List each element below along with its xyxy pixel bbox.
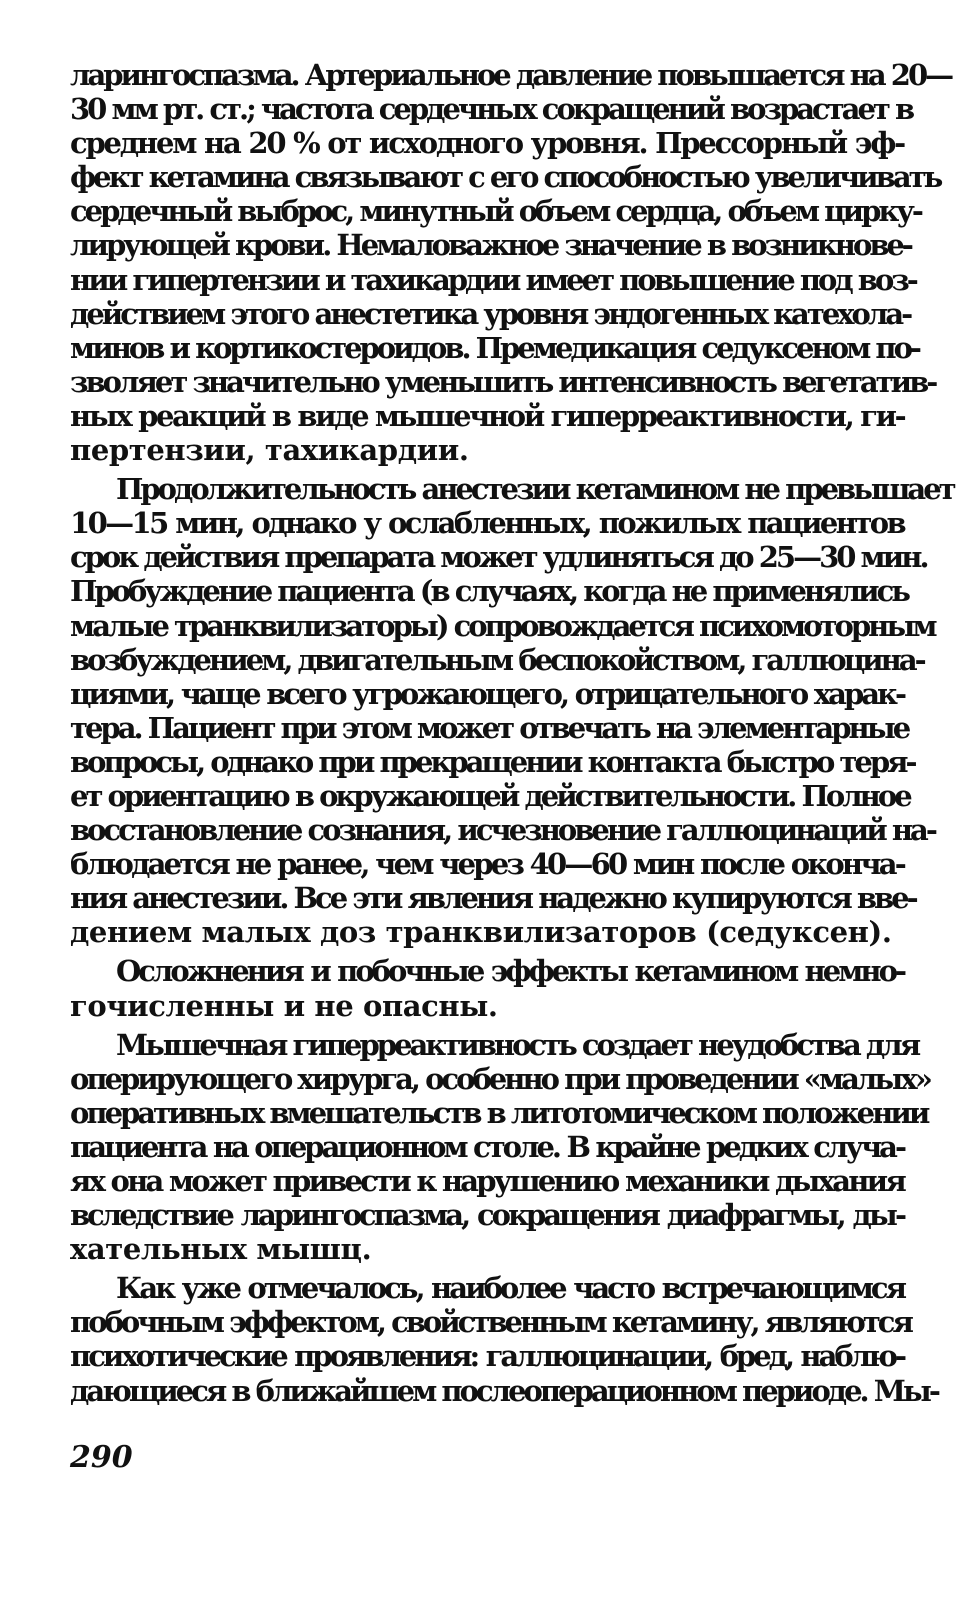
paragraph — [70, 954, 904, 1022]
text-line: ях она может привести к нарушению механики дыхания — [70, 1164, 904, 1198]
text-line: восстановление сознания, исчезновение галлюцинаций на- — [70, 813, 935, 848]
text-line: ных реакций в виде мышечной гиперреактивности, ги- — [70, 398, 905, 433]
text-line: хательных мышц. — [70, 1232, 372, 1267]
text-line: циями, чаще всего угрожающего, отрицательного харак- — [70, 676, 904, 711]
bold-term: Осложнения и побочные эффекты — [116, 954, 627, 989]
page-body — [70, 58, 954, 1408]
text-line: Как уже отмечалось, наиболее часто встречающимся — [116, 1271, 904, 1306]
text-line: блюдается не ранее, чем через 40—60 мин после оконча- — [70, 847, 904, 882]
text-line: зволяет значительно уменьшить интенсивность вегетатив- — [70, 364, 936, 399]
text-line: малые транквилизаторы) сопровождается психомоторным — [70, 608, 935, 643]
page-number: 290 — [70, 1440, 133, 1475]
text-line: психотические проявления: галлюцинации, бред, наблю- — [70, 1339, 904, 1374]
text-line: Продолжительность анестезии кетамином не превышает — [116, 472, 954, 507]
text-line: оперирующего хирурга, особенно при проведении «малых» — [70, 1061, 930, 1096]
text-line: пертензии, тахикардии. — [70, 433, 469, 468]
text-line: Мышечная гиперреактивность создает неудобства для — [116, 1027, 919, 1062]
text-line: нии гипертензии и тахикардии имеет повышение под воз- — [70, 262, 916, 297]
text-line: лирующей крови. Немаловажное значение в возникнове- — [70, 228, 911, 263]
paragraph — [70, 472, 954, 950]
text-line: 30 мм рт. ст.; частота сердечных сокращений возрастает в — [70, 92, 913, 127]
paragraph — [70, 1271, 938, 1408]
text-line: гочисленны и не опасны. — [70, 988, 498, 1023]
text-line: фект кетамина связывают с его способностью увеличивать — [70, 160, 941, 195]
text-line: ларингоспазма. Артериальное давление повышается на 20— — [70, 58, 952, 92]
text-line: вопросы, однако при прекращении контакта быстро теря- — [70, 744, 915, 779]
text-line: ет ориентацию в окружающей действительности. Полное — [70, 778, 910, 813]
text-line: дающиеся в ближайшем послеоперационном периоде. Мы- — [70, 1373, 938, 1408]
text-line: побочным эффектом, свойственным кетамину, являются — [70, 1305, 911, 1340]
text-line: дением малых доз транквилизаторов (седуксен). — [70, 915, 892, 950]
text-line: Пробуждение пациента (в случаях, когда не применялись — [70, 574, 908, 609]
text-line: сердечный выброс, минутный объем сердца, объем цирку- — [70, 194, 921, 229]
text-line — [70, 954, 904, 988]
text-line: тера. Пациент при этом может отвечать на элементарные — [70, 710, 909, 745]
text-run: кетамином немно- — [626, 954, 905, 989]
text-line: оперативных вмешательств в литотомическом положении — [70, 1095, 928, 1130]
text-line: действием этого анестетика уровня эндогенных катехола- — [70, 296, 911, 331]
text-line: возбуждением, двигательным беспокойством, галлюцина- — [70, 642, 924, 677]
paragraph — [70, 1027, 930, 1267]
paragraph — [70, 58, 952, 468]
text-line: минов и кортикостероидов. Премедикация седуксеном по- — [70, 330, 919, 365]
text-line: 10—15 мин, однако у ослабленных, пожилых пациентов — [70, 506, 904, 541]
text-line: пациента на операционном столе. В крайне редких случа- — [70, 1129, 904, 1164]
text-line: вследствие ларингоспазма, сокращения диафрагмы, ды- — [70, 1198, 904, 1233]
text-line: срок действия препарата может удлиняться до 25—30 мин. — [70, 540, 927, 575]
text-line: ния анестезии. Все эти явления надежно купируются вве- — [70, 881, 916, 916]
text-line: среднем на 20 % от исходного уровня. Прессорный эф- — [70, 126, 904, 161]
